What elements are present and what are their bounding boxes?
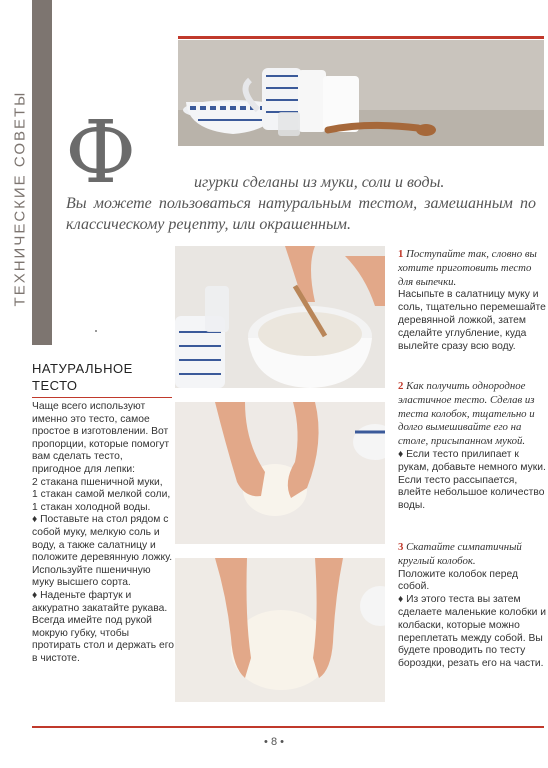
- step-1-lead-text: Поступайте так, словно вы хотите приготовить тесто для выпечки.: [398, 248, 537, 288]
- section-heading-line2: ТЕСТО: [32, 378, 78, 393]
- step-2-number: 2: [398, 380, 404, 392]
- step-3: [398, 541, 548, 671]
- paragraph: 2 стакана пшеничной муки,: [32, 476, 163, 488]
- top-red-rule: [178, 36, 544, 39]
- drop-cap-initial: Ф: [65, 103, 137, 203]
- bottom-red-rule: [32, 726, 544, 728]
- left-grey-band: [32, 0, 52, 345]
- page-number: • 8 •: [264, 736, 284, 748]
- intro-rest: Вы можете пользоваться натуральным тестом, замешанным по классическому рецепту, или окрашенным.: [66, 195, 536, 233]
- paragraph: 1 стакан самой мелкой соли,: [32, 489, 171, 501]
- paragraph: 1 стакан холодной воды.: [32, 501, 151, 513]
- section-heading: [32, 360, 172, 394]
- decorative-dot: [95, 330, 97, 332]
- step-3-number: 3: [398, 541, 404, 553]
- step-1-body: Насыпьте в салатницу муку и соль, тщательно перемешайте деревянной ложкой, затем сделайте углубление, куда вылейте сразу всю воду.: [398, 289, 546, 352]
- section-heading-line1: НАТУРАЛЬНОЕ: [32, 361, 133, 376]
- paragraph: ♦ Наденьте фартук и аккуратно закатайте рукава. Всегда имейте под рукой мокрую губку, чтобы протирать стол и держать его в чистоте.: [32, 589, 174, 664]
- left-text-column: [32, 401, 174, 665]
- step-1-lead: [398, 248, 537, 288]
- step-2: [398, 380, 548, 513]
- step-1-number: 1: [398, 248, 404, 260]
- sidebar-vertical-title: [10, 58, 30, 338]
- paragraph: ♦ Поставьте на стол рядом с собой муку, мелкую соль и воду, а также салатницу и положите деревянную ложку. Используйте пшеничную муку высшего сорта.: [32, 514, 173, 589]
- step-3-lead-text: Скатайте симпатичный круглый колобок.: [398, 541, 522, 567]
- photo-porcelain-bowls: [178, 40, 544, 146]
- step-2-lead: [398, 380, 535, 447]
- photo-dough-ball: [175, 558, 385, 702]
- step-1: [398, 248, 548, 353]
- paragraph: Чаще всего используют именно это тесто, самое простое в изготовлении. Вот пропорции, которые помогут вам сделать тесто, пригодное для лепки:: [32, 401, 170, 475]
- step-3-lead: [398, 541, 522, 567]
- photo-kneading-dough: [175, 402, 385, 544]
- step-3-body: Положите колобок перед собой. ♦ Из этого теста вы затем сделаете маленькие колобки и колбаски, которые можно переплетать между собой. Вы будете проводить по тесту бороздки, резать его на части.: [398, 568, 547, 670]
- sidebar-title-text: ТЕХНИЧЕСКИЕ СОВЕТЫ: [11, 90, 29, 306]
- step-2-lead-text: Как получить однородное эластичное тесто. Сделав из теста колобок, тщательно и долго вымешивайте его на столе, присыпанном мукой.: [398, 380, 535, 448]
- intro-text: [66, 172, 536, 235]
- intro-first-line: игурки сделаны из муки, соли и воды.: [194, 174, 445, 191]
- step-2-body: ♦ Если тесто прилипает к рукам, добавьте немного муки. Если тесто рассыпается, влейте небольшое количество воды.: [398, 448, 546, 512]
- photo-mixing-flour: [175, 246, 385, 388]
- section-heading-rule: [32, 397, 172, 398]
